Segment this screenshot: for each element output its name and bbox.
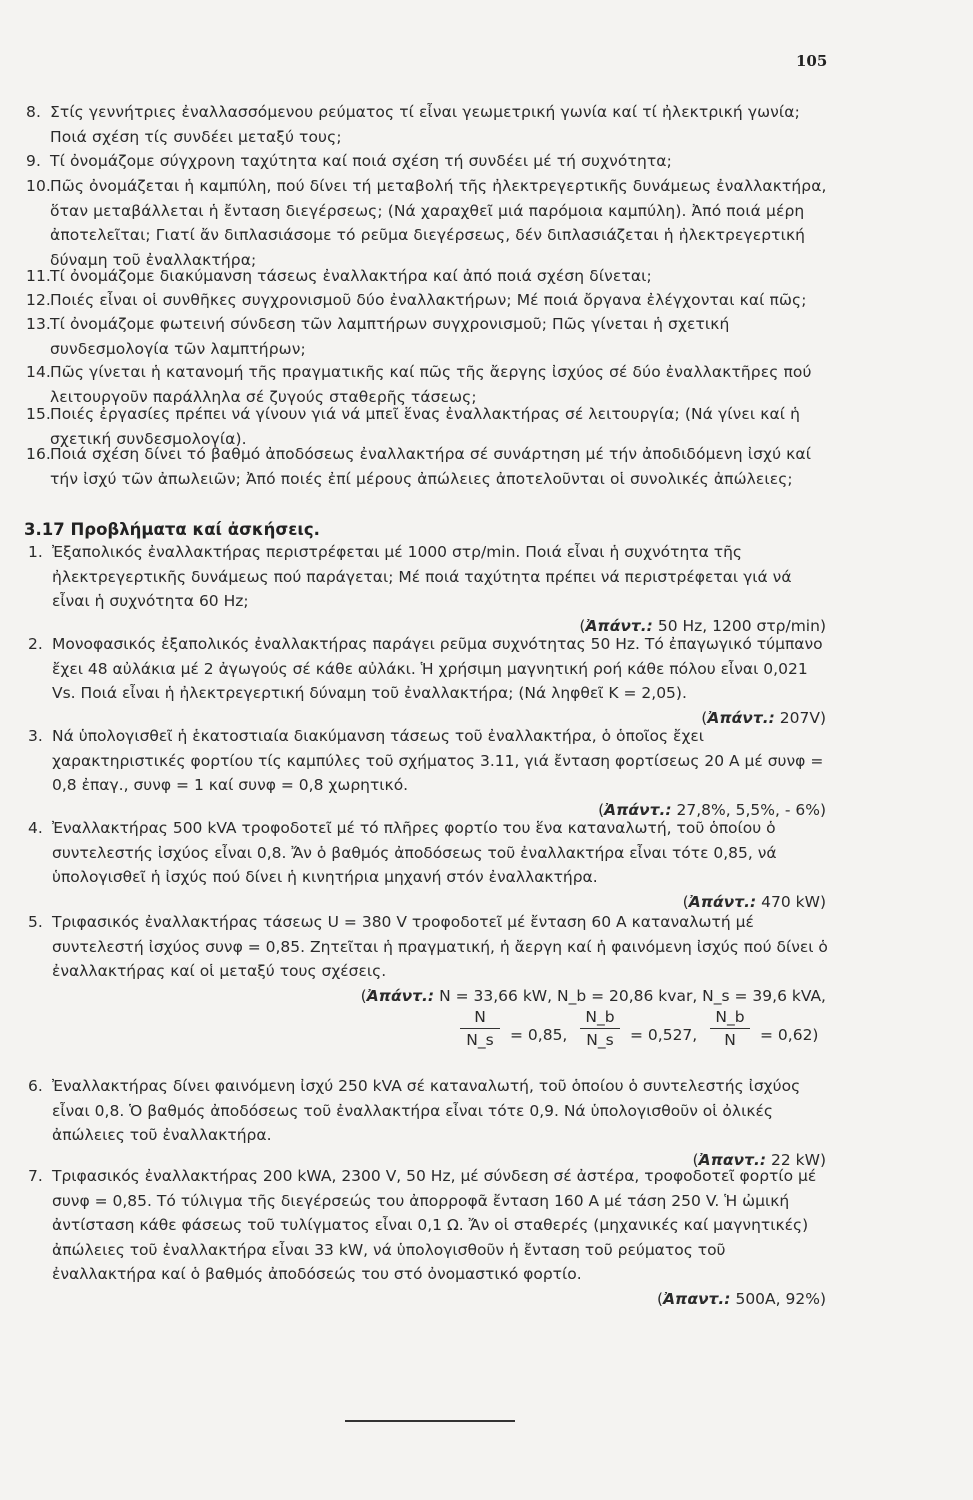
answer-value: 470 kW) — [761, 892, 826, 911]
question-9 — [26, 149, 836, 174]
ratio-value: = 0,62) — [760, 1026, 819, 1044]
question-number: 16. — [26, 445, 51, 463]
ratio-nb-n — [710, 1008, 750, 1049]
problem-answer: (Ἀπάντ.: 470 kW) — [682, 892, 826, 911]
denominator: N_s — [586, 1031, 614, 1049]
problem-text: Τριφασικός ἐναλλακτήρας 200 kWA, 2300 V, 50 Hz, μέ σύνδεση σέ ἀστέρα, τροφοδοτεῖ φορτίο μέ συνφ = 0,85. Τό τύλιγμα τῆς διεγέρσεώς του ἀπορροφᾶ ἔνταση 160 Α μέ τάση 250 V. Ἡ ὠμική ἀντίσταση κάθε φάσεως τοῦ τυλίγματος εἶναι 0,1 Ω. Ἄν οἱ σταθερές (μηχανικές καί μαγνητικές) ἀπώλειες τοῦ ἐναλλακτήρα εἶναι 33 kW, νά ὑπολογισθοῦν ἡ ἔνταση τοῦ ρεύματος τοῦ ἐναλλακτήρα καί ὁ βαθμός ἀποδόσεώς του στό ὀνομαστικό φορτίο. — [52, 1167, 817, 1283]
question-number: 10. — [26, 177, 51, 195]
ratio-value: = 0,85, — [510, 1026, 568, 1044]
answer-label: Ἀπάντ.: — [585, 616, 653, 635]
question-number: 9. — [26, 152, 41, 170]
answer-value: 22 kW) — [771, 1150, 826, 1169]
question-number: 15. — [26, 405, 51, 423]
numerator: N — [474, 1008, 486, 1026]
problem-3 — [28, 724, 828, 822]
question-11 — [26, 264, 836, 289]
problem-number: 2. — [28, 635, 43, 653]
question-number: 14. — [26, 363, 51, 381]
section-title: 3.17 Προβλήματα καί ἀσκήσεις. — [24, 520, 320, 539]
fraction-bar — [460, 1028, 500, 1029]
problem-answer: (Ἀπαντ.: 500Α, 92%) — [657, 1289, 826, 1308]
question-12 — [26, 288, 836, 313]
question-8 — [26, 100, 836, 149]
question-text: Πῶς γίνεται ἡ κατανομή τῆς πραγματικῆς καί πῶς τῆς ἄεργης ἰσχύος σέ δύο ἐναλλακτῆρες πού λειτουργοῦν παράλληλα σέ ζυγούς σταθερῆς τάσεως; — [50, 363, 812, 406]
question-text: Ποιές ἐργασίες πρέπει νά γίνουν γιά νά μπεῖ ἕνας ἐναλλακτήρας σέ λειτουργία; (Νά γίνει καί ἡ σχετική συνδεσμολογία). — [50, 405, 801, 448]
answer-label: Ἀπάντ.: — [688, 892, 757, 911]
question-text: Ποιά σχέση δίνει τό βαθμό ἀποδόσεως ἐναλλακτήρα σέ συνάρτηση μέ τήν ἀποδιδόμενη ἰσχύ καί τήν ἰσχύ τῶν ἀπωλειῶν; Ἀπό ποιές ἐπί μέρους ἀπώλειες ἀποτελοῦνται οἱ συνολικές ἀπώλειες; — [50, 445, 812, 488]
page-number: 105 — [796, 52, 828, 70]
problem-number: 1. — [28, 543, 43, 561]
denominator: N — [724, 1031, 736, 1049]
ratio-value: = 0,527, — [630, 1026, 698, 1044]
end-rule — [345, 1420, 515, 1422]
question-text: Πῶς ὀνομάζεται ἡ καμπύλη, πού δίνει τή μεταβολή τῆς ἠλεκτρεγερτικῆς δυνάμεως ἐναλλακτήρα, ὅταν μεταβάλλεται ἡ ἔνταση διεγέρσεως; (Νά χαραχθεῖ μιά παρόμοια καμπύλη). Ἀπό ποιά μέρη ἀποτελεῖται; Γιατί ἄν διπλασιάσομε τό ρεῦμα διεγέρσεως, δέν διπλασιάζεται ἡ ἠλεκτρεγερτική δύναμη τοῦ ἐναλλακτήρα; — [50, 177, 827, 269]
problem-5 — [28, 910, 828, 1008]
problem-answer: (Ἀπάντ.: 207V) — [701, 708, 826, 727]
problem-number: 5. — [28, 913, 43, 931]
problem-text: Νά ὑπολογισθεῖ ἡ ἑκατοστιαία διακύμανση τάσεως τοῦ ἐναλλακτήρα, ὁ ὁποῖος ἔχει χαρακτηριστικές φορτίου τίς καμπύλες τοῦ σχήματος 3.11, γιά ἔνταση φορτίσεως 20 Α μέ συνφ = 0,8 ἐπαγ., συνφ = 1 καί συνφ = 0,8 χωρητικό. — [52, 727, 824, 794]
problem-text: Ἐναλλακτήρας 500 kVA τροφοδοτεῖ μέ τό πλῆρες φορτίο του ἕνα καταναλωτή, τοῦ ὁποίου ὁ συντελεστής ἰσχύος εἶναι 0,8. Ἄν ὁ βαθμός ἀποδόσεως τοῦ ἐναλλακτήρα εἶναι τότε 0,85, νά ὑπολογισθεῖ ἡ ἰσχύς πού δίνει ἡ κινητήρια μηχανή στόν ἐναλλακτήρα. — [52, 819, 777, 886]
ratio-nb-ns — [580, 1008, 620, 1049]
question-13 — [26, 312, 836, 361]
ratio-n-ns — [460, 1008, 500, 1049]
answer-label: Ἀπάντ.: — [707, 708, 775, 727]
question-number: 12. — [26, 291, 51, 309]
question-text: Στίς γεννήτριες ἐναλλασσόμενου ρεύματος τί εἶναι γεωμετρική γωνία καί τί ἠλεκτρική γωνία; Ποιά σχέση τίς συνδέει μεταξύ τους; — [50, 103, 800, 146]
answer-value: N = 33,66 kW, N_b = 20,86 kvar, N_s = 39,6 kVA, — [439, 986, 826, 1005]
problem-4 — [28, 816, 828, 914]
question-10 — [26, 174, 836, 272]
problem-1 — [28, 540, 828, 638]
problem-6 — [28, 1074, 828, 1172]
problem-number: 7. — [28, 1167, 43, 1185]
denominator: N_s — [466, 1031, 494, 1049]
problem-7 — [28, 1164, 828, 1311]
question-text: Τί ὀνομάζομε διακύμανση τάσεως ἐναλλακτήρα καί ἀπό ποιά σχέση δίνεται; — [50, 267, 652, 285]
question-text: Τί ὀνομάζομε φωτεινή σύνδεση τῶν λαμπτήρων συγχρονισμοῦ; Πῶς γίνεται ἡ σχετική συνδεσμολογία τῶν λαμπτήρων; — [50, 315, 730, 358]
question-16 — [26, 442, 836, 491]
question-number: 11. — [26, 267, 51, 285]
problem-number: 4. — [28, 819, 43, 837]
answer-label: Ἀπαντ.: — [698, 1150, 767, 1169]
fraction-bar — [580, 1028, 620, 1029]
question-text: Ποιές εἶναι οἱ συνθῆκες συγχρονισμοῦ δύο ἐναλλακτήρων; Μέ ποιά ὄργανα ἐλέγχονται καί πῶς; — [50, 291, 807, 309]
problem-number: 6. — [28, 1077, 43, 1095]
problem-text: Τριφασικός ἐναλλακτήρας τάσεως U = 380 V τροφοδοτεῖ μέ ἔνταση 60 Α καταναλωτή μέ συντελεστή ἰσχύος συνφ = 0,85. Ζητεῖται ἡ πραγματική, ἡ ἄεργη καί ἡ φαινόμενη ἰσχύς πού δίνει ὁ ἐναλλακτήρας καί οἱ μεταξύ τους σχέσεις. — [52, 913, 828, 980]
problem-answer: (Ἀπάντ.: 27,8%, 5,5%, - 6%) — [598, 800, 826, 819]
numerator: N_b — [585, 1008, 615, 1026]
numerator: N_b — [715, 1008, 745, 1026]
answer-label: Ἀπάντ.: — [604, 800, 672, 819]
ratio-equations — [440, 1008, 840, 1068]
question-number: 13. — [26, 315, 51, 333]
answer-value: 27,8%, 5,5%, - 6%) — [676, 800, 826, 819]
answer-label: Ἀπάντ.: — [366, 986, 435, 1005]
question-text: Τί ὀνομάζομε σύγχρονη ταχύτητα καί ποιά σχέση τή συνδέει μέ τή συχνότητα; — [50, 152, 672, 170]
problem-text: Ἐναλλακτήρας δίνει φαινόμενη ἰσχύ 250 kVA σέ καταναλωτή, τοῦ ὁποίου ὁ συντελεστής ἰσχύος εἶναι 0,8. Ὁ βαθμός ἀποδόσεως τοῦ ἐναλλακτήρα εἶναι τότε 0,9. Νά ὑπολογισθοῦν οἱ ὀλικές ἀπώλειες τοῦ ἐναλλακτήρα. — [52, 1077, 801, 1144]
problem-answer: (Ἀπάντ.: N = 33,66 kW, N_b = 20,86 kvar, N_s = 39,6 kVA, — [360, 986, 826, 1005]
answer-value: 207V) — [779, 708, 826, 727]
answer-value: 500Α, 92%) — [735, 1289, 826, 1308]
problem-number: 3. — [28, 727, 43, 745]
problem-answer: (Ἀπάντ.: 50 Hz, 1200 στρ/min) — [579, 616, 826, 635]
answer-value: 50 Hz, 1200 στρ/min) — [657, 616, 826, 635]
problem-text: Μονοφασικός ἐξαπολικός ἐναλλακτήρας παράγει ρεῦμα συχνότητας 50 Hz. Τό ἐπαγωγικό τύμπανο ἔχει 48 αὐλάκια μέ 2 ἀγωγούς σέ κάθε αὐλάκι. Ἡ χρήσιμη μαγνητική ροή κάθε πόλου εἶναι 0,021 Vs. Ποιά εἶναι ἡ ἠλεκτρεγερτική δύναμη τοῦ ἐναλλακτήρα; (Νά ληφθεῖ Κ = 2,05). — [52, 635, 823, 702]
answer-label: Ἀπαντ.: — [663, 1289, 731, 1308]
problem-answer: (Ἀπαντ.: 22 kW) — [692, 1150, 826, 1169]
problem-2 — [28, 632, 828, 730]
fraction-bar — [710, 1028, 750, 1029]
question-number: 8. — [26, 103, 41, 121]
problem-text: Ἐξαπολικός ἐναλλακτήρας περιστρέφεται μέ 1000 στρ/min. Ποιά εἶναι ἡ συχνότητα τῆς ἠλεκτρεγερτικῆς δυνάμεως πού παράγεται; Μέ ποιά ταχύτητα πρέπει νά περιστρέφεται γιά νά εἶναι ἡ συχνότητα 60 Hz; — [52, 543, 792, 610]
